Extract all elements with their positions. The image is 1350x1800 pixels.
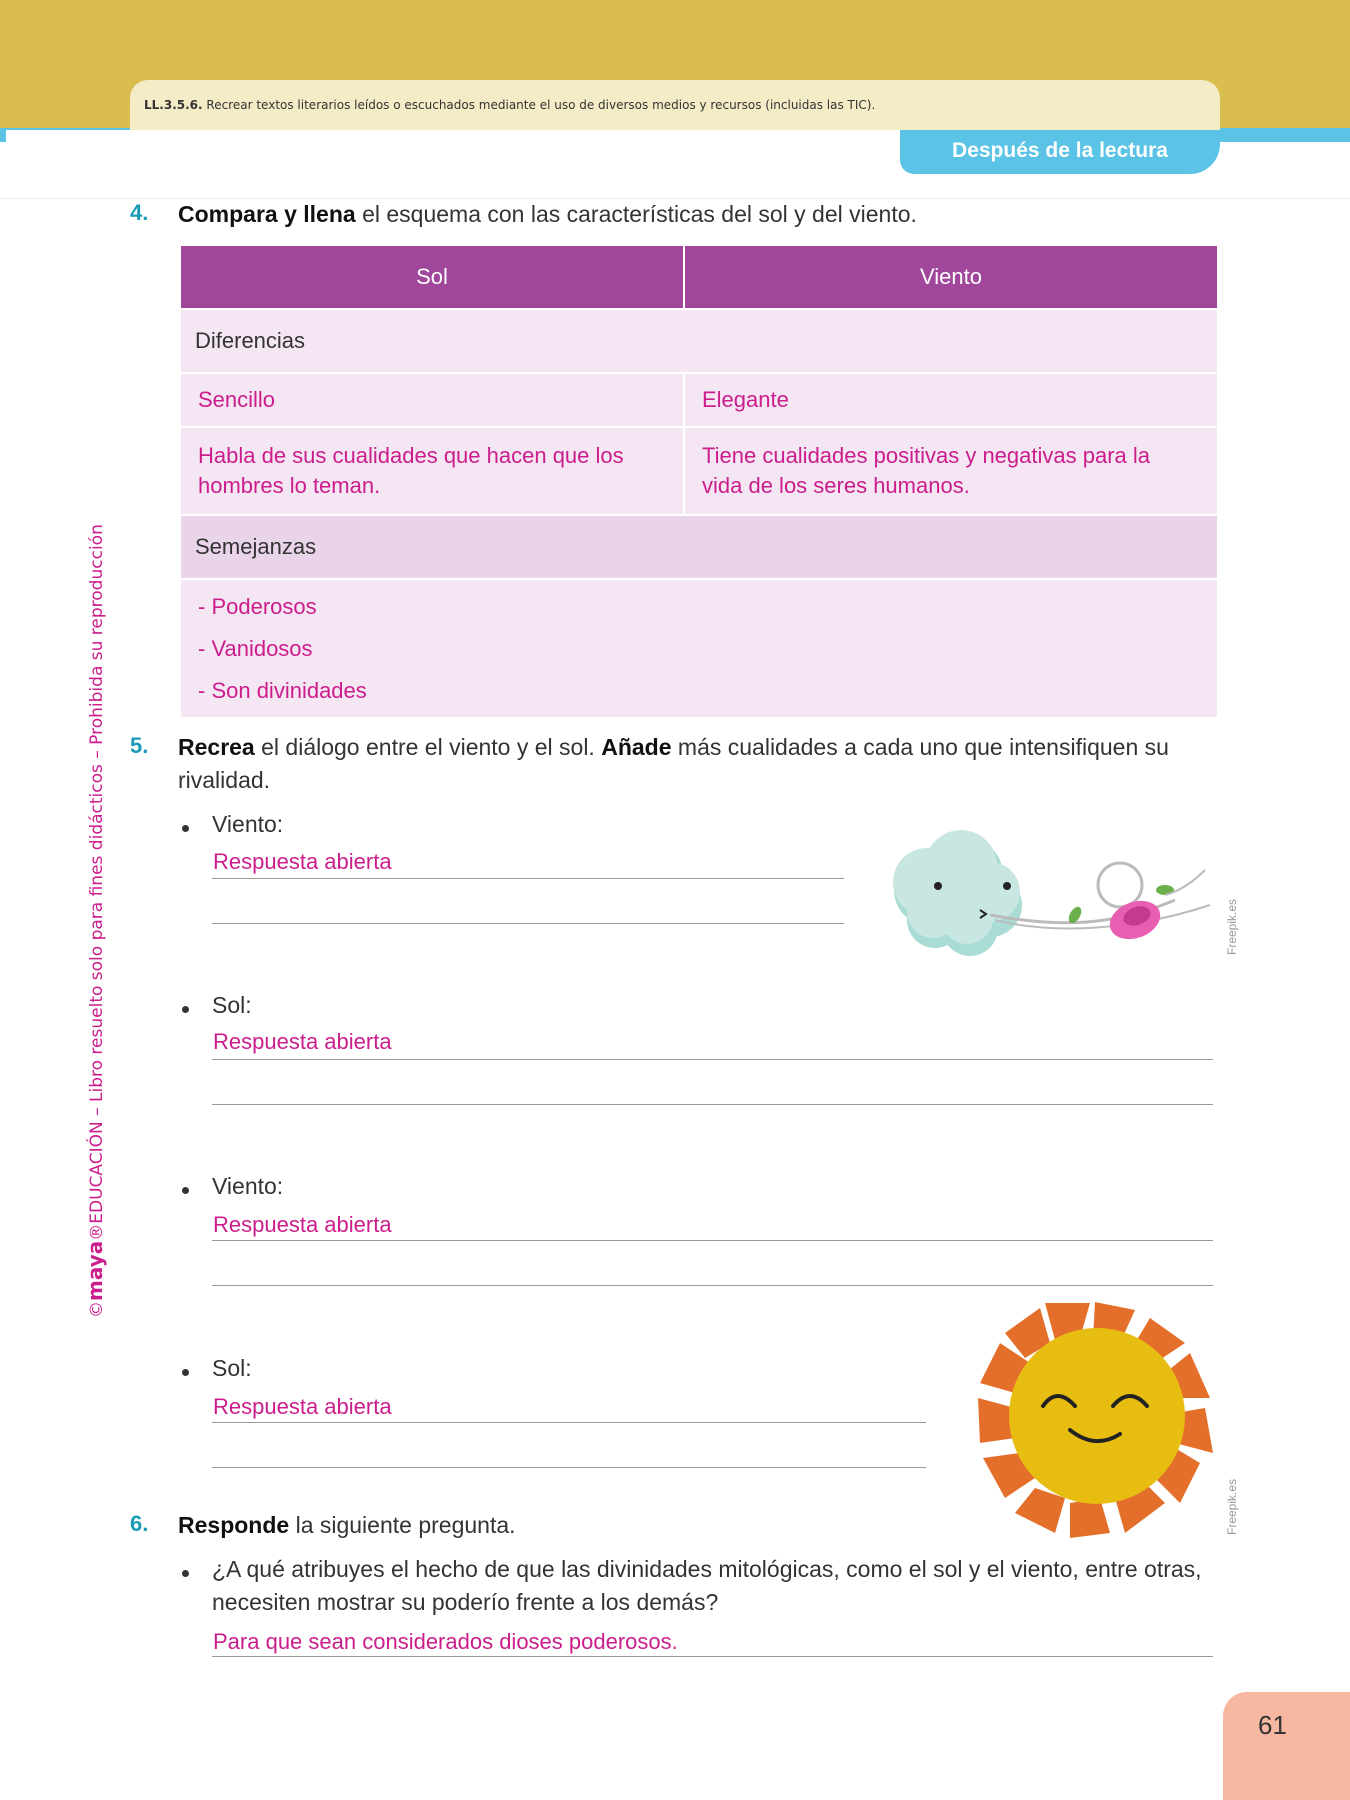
dialogue-label: Sol: — [212, 992, 252, 1018]
copyright-text: ®EDUCACIÓN – Libro resuelto solo para fines didácticos – Prohibida su reproducción — [87, 524, 107, 1241]
image-credit: Freepik.es — [1225, 898, 1239, 955]
dialogue-label: Viento: — [212, 1173, 284, 1199]
comparison-table — [179, 244, 1219, 719]
answer-text: Respuesta abierta — [213, 1394, 392, 1419]
brand-logo: maya — [83, 1240, 107, 1301]
similarity-item: - Poderosos — [198, 594, 317, 619]
q4-instruction: Compara y llena el esquema con las características del sol y del viento. — [178, 201, 917, 227]
section-tab: Después de la lectura — [900, 130, 1220, 174]
header-sol: Sol — [180, 245, 684, 309]
answer-line[interactable] — [212, 1104, 1213, 1105]
standard-box — [130, 80, 1220, 130]
answer-line[interactable] — [212, 1059, 1213, 1060]
answer-text: Respuesta abierta — [213, 849, 392, 874]
dialogue-label: Viento: — [212, 811, 284, 837]
page-number-tab — [1223, 1692, 1350, 1800]
q5-instruction: Recrea el diálogo entre el viento y el sol. Añade más cualidades a cada uno que intensifiquen su rivalidad. — [178, 734, 1169, 793]
similarity-item: - Vanidosos — [198, 636, 313, 661]
sol-diff-1: Sencillo — [180, 373, 684, 427]
sol-diff-2: Habla de sus cualidades que hacen que los hombres lo teman. — [180, 427, 684, 515]
q6-number: 6. — [130, 1511, 149, 1536]
similarities-list — [180, 579, 1218, 718]
standard-code: LL.3.5.6. — [144, 98, 203, 112]
q5-number: 5. — [130, 733, 149, 758]
viento-diff-2: Tiene cualidades positivas y negativas para la vida de los seres humanos. — [684, 427, 1218, 515]
answer-line[interactable] — [212, 1240, 1213, 1241]
copyright-sidebar — [83, 524, 107, 1318]
copyright-symbol: © — [87, 1301, 107, 1318]
q4-number: 4. — [130, 200, 149, 225]
q6-answer: Para que sean considerados dioses poderosos. — [213, 1629, 678, 1654]
q6-question: ¿A qué atribuyes el hecho de que las divinidades mitológicas, como el sol y el viento, entre otras, necesiten mostrar su poderío frente a los demás? — [212, 1556, 1202, 1615]
answer-line[interactable] — [212, 1422, 926, 1423]
dialogue-label: Sol: — [212, 1355, 252, 1381]
image-credit: Freepik.es — [1225, 1478, 1239, 1535]
answer-line[interactable] — [212, 1285, 1213, 1286]
answer-line[interactable] — [212, 1467, 926, 1468]
differences-label: Diferencias — [180, 309, 1218, 373]
viento-diff-1: Elegante — [684, 373, 1218, 427]
answer-line[interactable] — [212, 1656, 1213, 1657]
header-viento: Viento — [684, 245, 1218, 309]
sun-illustration — [975, 1298, 1225, 1538]
similarity-item: - Son divinidades — [198, 678, 367, 703]
standard-text: Recrear textos literarios leídos o escuchados mediante el uso de diversos medios y recursos (incluidas las TIC). — [206, 98, 876, 112]
page-number: 61 — [1258, 1710, 1287, 1740]
wind-cloud-illustration — [875, 820, 1220, 960]
answer-text: Respuesta abierta — [213, 1212, 392, 1237]
answer-line[interactable] — [212, 878, 844, 879]
answer-text: Respuesta abierta — [213, 1029, 392, 1054]
answer-line[interactable] — [212, 923, 844, 924]
similarities-label: Semejanzas — [180, 515, 1218, 579]
q6-instruction: Responde la siguiente pregunta. — [178, 1512, 516, 1538]
